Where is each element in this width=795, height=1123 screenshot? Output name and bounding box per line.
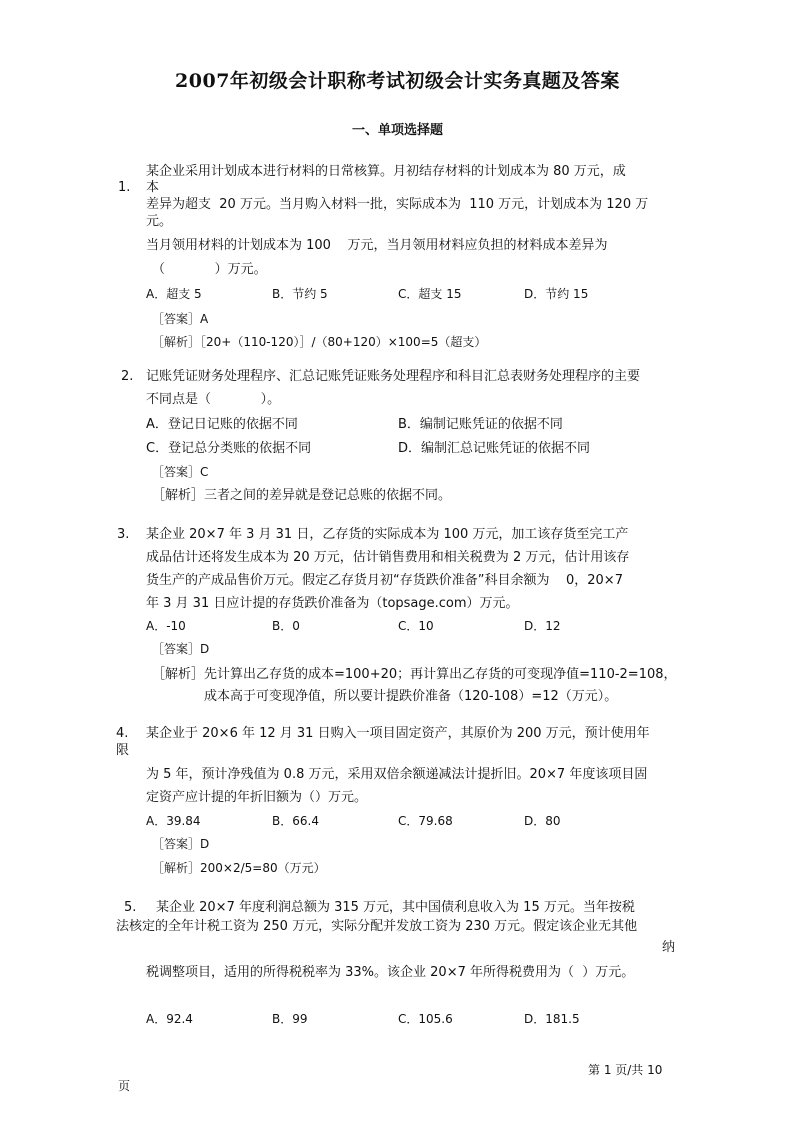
q1-option-b: B．节约 5 [272, 287, 328, 301]
page-number: 第 1 页/共 10 [588, 1063, 663, 1077]
q1-line-3: 当月领用材料的计划成本为 100 万元，当月领用材料应负担的材料成本差异为 [146, 238, 608, 253]
q2-analysis: ［解析］三者之间的差异就是登记总账的依据不同。 [152, 488, 452, 503]
q2-number: 2. [121, 369, 134, 384]
q1-line-1-wrap: 本 [146, 180, 160, 195]
q3-answer: ［答案］D [152, 642, 210, 656]
q5-line-2-wrap: 纳 [662, 940, 676, 955]
q4-number: 4. [116, 726, 129, 741]
q3-line-1: 某企业 20×7 年 3 月 31 日，乙存货的实际成本为 100 万元，加工该存货至完工产 [146, 527, 629, 542]
q1-option-c: C．超支 15 [398, 287, 462, 301]
q4-option-d: D．80 [524, 814, 561, 828]
q5-number: 5. [124, 900, 137, 915]
q1-line-4: （ ）万元。 [152, 262, 267, 277]
q5-line-2: 法核定的全年计税工资为 250 万元，实际分配并发放工资为 230 万元。假定该企业无其他 [116, 919, 638, 934]
q3-line-4: 年 3 月 31 日应计提的存货跌价准备为（topsage.com）万元。 [146, 596, 519, 611]
q2-option-d: D．编制汇总记账凭证的依据不同 [398, 441, 591, 456]
q1-analysis: ［解析］［20+（110-120）］/（80+120）×100=5（超支） [152, 335, 487, 349]
q1-option-d: D．节约 15 [524, 287, 589, 301]
q4-option-b: B．66.4 [272, 814, 319, 828]
q4-answer: ［答案］D [152, 837, 210, 851]
q4-line-3: 定资产应计提的年折旧额为（）万元。 [146, 790, 368, 805]
q4-analysis: ［解析］200×2/5=80（万元） [152, 861, 326, 875]
q1-line-2: 差异为超支 20 万元。当月购入材料一批，实际成本为 110 万元，计划成本为 120 万 [146, 197, 649, 212]
q2-line-2: 不同点是（ ）。 [146, 392, 281, 407]
page-number-wrap: 页 [118, 1079, 131, 1093]
page-title: 2007年初级会计职称考试初级会计实务真题及答案 [175, 70, 620, 92]
q2-line-1: 记账凭证财务处理程序、汇总记账凭证账务处理程序和科目汇总表财务处理程序的主要 [146, 369, 641, 384]
q3-option-d: D．12 [524, 619, 561, 633]
q1-line-2-wrap: 元。 [146, 214, 173, 229]
q5-option-d: D．181.5 [524, 1012, 580, 1026]
q2-option-b: B．编制记账凭证的依据不同 [398, 417, 563, 432]
q5-option-a: A．92.4 [146, 1012, 193, 1026]
q4-line-1-wrap: 限 [116, 743, 130, 758]
q3-analysis-2: 成本高于可变现净值，所以要计提跌价准备（120-108）=12（万元）。 [204, 689, 618, 704]
q2-option-a: A．登记日记账的依据不同 [146, 417, 298, 432]
q5-line-3: 税调整项目，适用的所得税税率为 33%。该企业 20×7 年所得税费用为（ ）万元。 [146, 965, 635, 980]
q3-number: 3. [117, 527, 130, 542]
q1-line-1: 某企业采用计划成本进行材料的日常核算。月初结存材料的计划成本为 80 万元，成 [146, 164, 626, 179]
q3-analysis-1: ［解析］先计算出乙存货的成本=100+20；再计算出乙存货的可变现净值=110-2=108， [152, 667, 677, 682]
q5-option-c: C．105.6 [398, 1012, 453, 1026]
q2-option-c: C．登记总分类账的依据不同 [146, 441, 312, 456]
q3-option-c: C．10 [398, 619, 434, 633]
q1-option-a: A．超支 5 [146, 287, 202, 301]
q1-number: 1. [118, 180, 131, 195]
q5-option-b: B．99 [272, 1012, 308, 1026]
q3-line-2: 成品估计还将发生成本为 20 万元，估计销售费用和相关税费为 2 万元，估计用该存 [146, 550, 630, 565]
q4-option-a: A．39.84 [146, 814, 201, 828]
q3-option-b: B．0 [272, 619, 300, 633]
q3-line-3: 货生产的产成品售价万元。假定乙存货月初“存货跌价准备”科目余额为 0，20×7 [146, 573, 623, 588]
q2-answer: ［答案］C [152, 465, 209, 479]
section-heading: 一、单项选择题 [351, 123, 443, 138]
q4-line-2: 为 5 年，预计净残值为 0.8 万元，采用双倍余额递减法计提折旧。20×7 年度该项目固 [146, 767, 648, 782]
q4-line-1: 某企业于 20×6 年 12 月 31 日购入一项目固定资产，其原价为 200 万元，预计使用年 [146, 726, 650, 741]
q3-option-a: A．-10 [146, 619, 186, 633]
q4-option-c: C．79.68 [398, 814, 453, 828]
q5-line-1: 某企业 20×7 年度利润总额为 315 万元，其中国债利息收入为 15 万元。当年按税 [156, 900, 635, 915]
q1-answer: ［答案］A [152, 312, 209, 326]
